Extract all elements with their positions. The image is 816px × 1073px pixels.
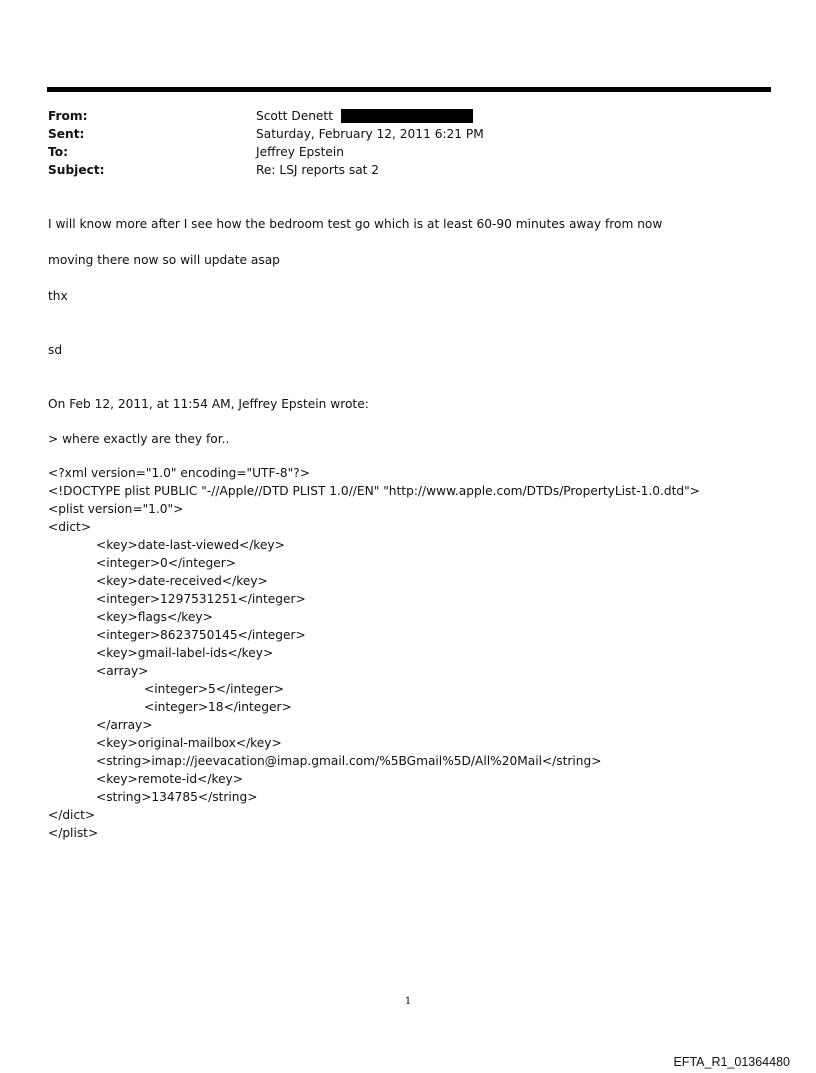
xml-line: <string>imap://jeevacation@imap.gmail.com/%5BGmail%5D/All%20Mail</string>: [96, 754, 602, 768]
document-id: EFTA_R1_01364480: [673, 1055, 790, 1069]
xml-line: <key>date-received</key>: [96, 574, 268, 588]
xml-line: <key>gmail-label-ids</key>: [96, 646, 274, 660]
from-row: [48, 107, 748, 125]
xml-line: <integer>8623750145</integer>: [96, 628, 306, 642]
xml-line: <key>date-last-viewed</key>: [96, 538, 285, 552]
subject-row: [48, 161, 748, 179]
quote-attribution: On Feb 12, 2011, at 11:54 AM, Jeffrey Epstein wrote:: [48, 397, 369, 411]
xml-line: <dict>: [48, 520, 92, 534]
xml-line: <?xml version="1.0" encoding="UTF-8"?>: [48, 466, 310, 480]
xml-line: <string>134785</string>: [96, 790, 258, 804]
subject-label: Subject:: [48, 163, 105, 177]
xml-line: <integer>5</integer>: [144, 682, 284, 696]
to-value: Jeffrey Epstein: [256, 145, 344, 159]
sent-row: [48, 125, 748, 143]
body-paragraph: moving there now so will update asap: [48, 253, 280, 267]
from-label: From:: [48, 109, 88, 123]
xml-block: [48, 464, 700, 842]
body-paragraph: thx: [48, 289, 68, 303]
email-header: [48, 107, 748, 179]
xml-line: <key>flags</key>: [96, 610, 213, 624]
xml-line: <integer>0</integer>: [96, 556, 236, 570]
signature: sd: [48, 343, 63, 357]
xml-line: <plist version="1.0">: [48, 502, 184, 516]
header-rule: [47, 87, 771, 92]
sent-label: Sent:: [48, 127, 85, 141]
page-number: 1: [404, 996, 412, 1007]
xml-line: <key>original-mailbox</key>: [96, 736, 282, 750]
redaction-block: [341, 109, 473, 123]
quoted-text: > where exactly are they for..: [48, 432, 230, 446]
body-paragraph: I will know more after I see how the bedroom test go which is at least 60-90 minutes away from now: [48, 217, 663, 231]
to-label: To:: [48, 145, 68, 159]
xml-line: <array>: [96, 664, 149, 678]
sent-value: Saturday, February 12, 2011 6:21 PM: [256, 127, 484, 141]
xml-line: <integer>1297531251</integer>: [96, 592, 306, 606]
from-value: Scott Denett: [256, 109, 333, 123]
xml-line: </array>: [96, 718, 153, 732]
xml-line: <integer>18</integer>: [144, 700, 292, 714]
xml-line: </plist>: [48, 826, 99, 840]
to-row: [48, 143, 748, 161]
xml-line: <!DOCTYPE plist PUBLIC "-//Apple//DTD PLIST 1.0//EN" "http://www.apple.com/DTDs/PropertyList-1.0.dtd">: [48, 484, 700, 498]
xml-line: </dict>: [48, 808, 96, 822]
subject-value: Re: LSJ reports sat 2: [256, 163, 380, 177]
xml-line: <key>remote-id</key>: [96, 772, 243, 786]
